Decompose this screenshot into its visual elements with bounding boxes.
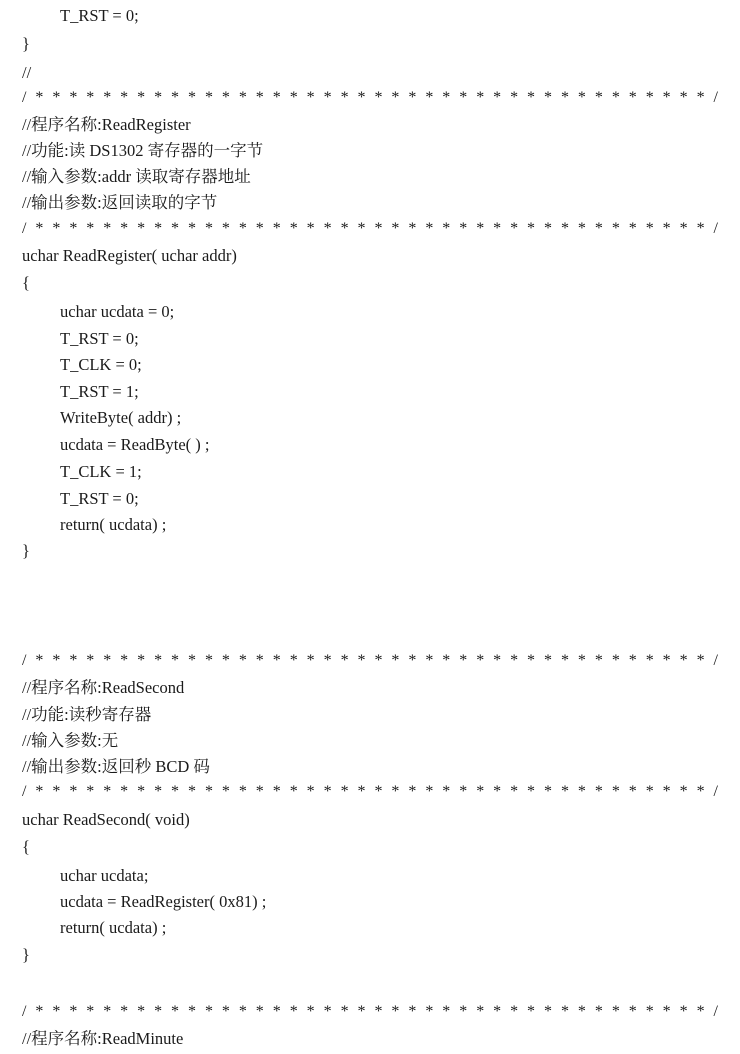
comment-separator: / * * * * * * * * * * * * * * * * * * * * * * * * * * * * * * * * * * * * * * * * / (22, 220, 718, 237)
code-line: WriteByte( addr) ; (60, 408, 182, 427)
code-line: { (22, 273, 30, 292)
code-line: ucdata = ReadRegister( 0x81) ; (60, 892, 267, 911)
code-line: T_RST = 0; (60, 6, 139, 25)
code-line: uchar ReadSecond( void) (22, 810, 190, 829)
code-line: //程序名称:ReadRegister (22, 115, 191, 134)
code-line: //功能:读 DS1302 寄存器的一字节 (22, 141, 264, 160)
code-line: //输入参数:addr 读取寄存器地址 (22, 167, 251, 186)
code-line: T_RST = 1; (60, 382, 139, 401)
comment-separator: / * * * * * * * * * * * * * * * * * * * * * * * * * * * * * * * * * * * * * * * * / (22, 1003, 718, 1020)
code-line: } (22, 945, 30, 964)
code-line: uchar ucdata = 0; (60, 302, 175, 321)
code-line: //程序名称:ReadSecond (22, 678, 185, 697)
code-line: //输出参数:返回读取的字节 (22, 193, 218, 212)
code-line: ucdata = ReadByte( ) ; (60, 435, 210, 454)
comment-separator: / * * * * * * * * * * * * * * * * * * * * * * * * * * * * * * * * * * * * * * * * / (22, 783, 718, 800)
code-line: } (22, 541, 30, 560)
code-line: uchar ucdata; (60, 866, 149, 885)
comment-separator: / * * * * * * * * * * * * * * * * * * * * * * * * * * * * * * * * * * * * * * * * / (22, 89, 718, 106)
code-line: T_CLK = 1; (60, 462, 142, 481)
code-line: //功能:读秒寄存器 (22, 705, 152, 724)
code-line: T_RST = 0; (60, 489, 139, 508)
code-line: } (22, 34, 30, 53)
code-line: return( ucdata) ; (60, 918, 167, 937)
code-line: //输出参数:返回秒 BCD 码 (22, 757, 210, 776)
code-line: T_CLK = 0; (60, 355, 142, 374)
code-line: //输入参数:无 (22, 731, 119, 750)
code-line: T_RST = 0; (60, 329, 139, 348)
code-line: // (22, 63, 32, 82)
code-line: { (22, 837, 30, 856)
code-line: //程序名称:ReadMinute (22, 1029, 184, 1048)
comment-separator: / * * * * * * * * * * * * * * * * * * * * * * * * * * * * * * * * * * * * * * * * / (22, 652, 718, 669)
code-line: return( ucdata) ; (60, 515, 167, 534)
code-line: uchar ReadRegister( uchar addr) (22, 246, 237, 265)
